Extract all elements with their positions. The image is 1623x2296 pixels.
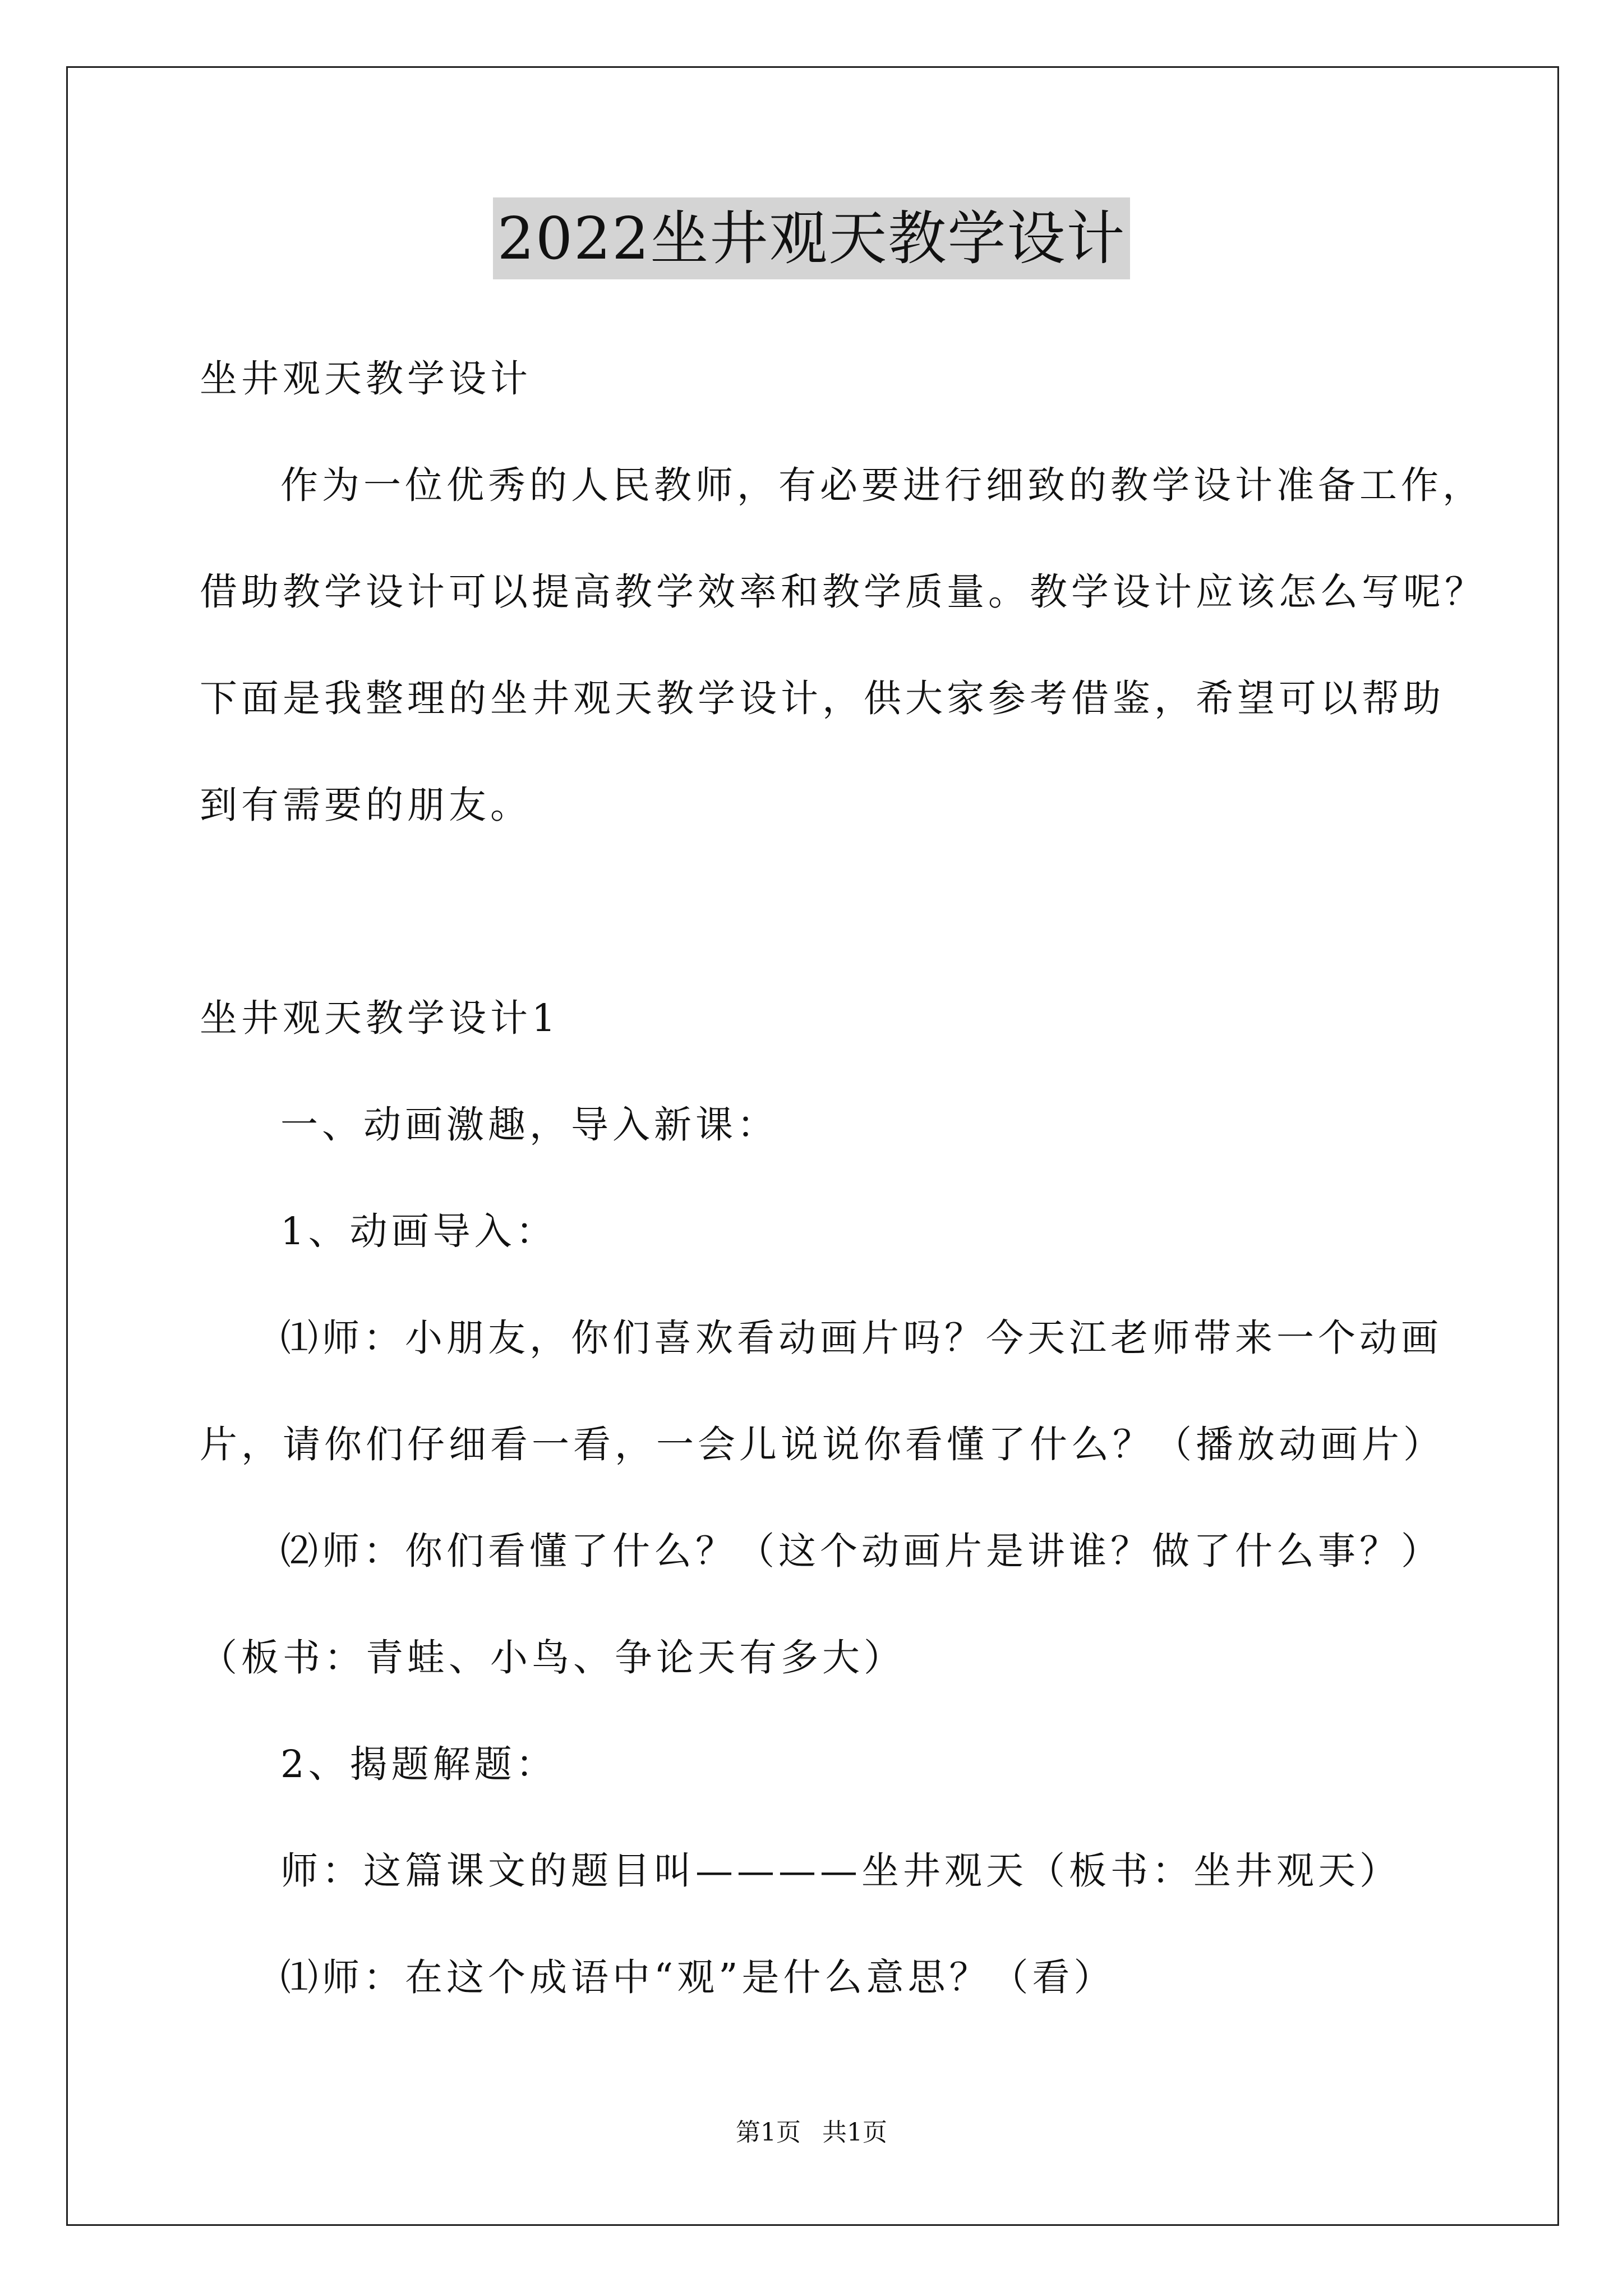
- intro-line-4: 到有需要的朋友。: [200, 783, 532, 827]
- body-line-9: ⑴师：在这个成语中“观”是什么意思？（看）: [280, 1955, 1115, 1999]
- intro-line-3: 下面是我整理的坐井观天教学设计，供大家参考借鉴，希望可以帮助: [200, 677, 1445, 720]
- body-line-7: 2、揭题解题：: [280, 1742, 557, 1786]
- page-footer: [0, 2116, 1623, 2150]
- document-subtitle: 坐井观天教学设计: [200, 357, 532, 401]
- page-total: 共1页: [822, 2118, 887, 2147]
- body-line-2: 1、动画导入：: [280, 1209, 557, 1253]
- page-number: 第1页: [736, 2118, 801, 2147]
- intro-line-1: 作为一位优秀的人民教师，有必要进行细致的教学设计准备工作，: [280, 463, 1484, 507]
- intro-line-2: 借助教学设计可以提高教学效率和教学质量。教学设计应该怎么写呢？: [200, 570, 1486, 614]
- body-line-3: ⑴师：小朋友，你们喜欢看动画片吗？今天江老师带来一个动画: [280, 1316, 1442, 1360]
- title-container: [0, 197, 1623, 279]
- section-heading: 坐井观天教学设计1: [200, 996, 560, 1040]
- body-line-1: 一、动画激趣，导入新课：: [280, 1103, 778, 1147]
- body-line-6: （板书：青蛙、小鸟、争论天有多大）: [200, 1636, 905, 1680]
- body-line-4: 片，请你们仔细看一看，一会儿说说你看懂了什么？（播放动画片）: [200, 1423, 1445, 1466]
- document-title: 2022坐井观天教学设计: [493, 197, 1131, 279]
- body-line-5: ⑵师：你们看懂了什么？（这个动画片是讲谁？做了什么事？）: [280, 1529, 1442, 1573]
- body-line-8: 师：这篇课文的题目叫————坐井观天（板书：坐井观天）: [280, 1849, 1401, 1893]
